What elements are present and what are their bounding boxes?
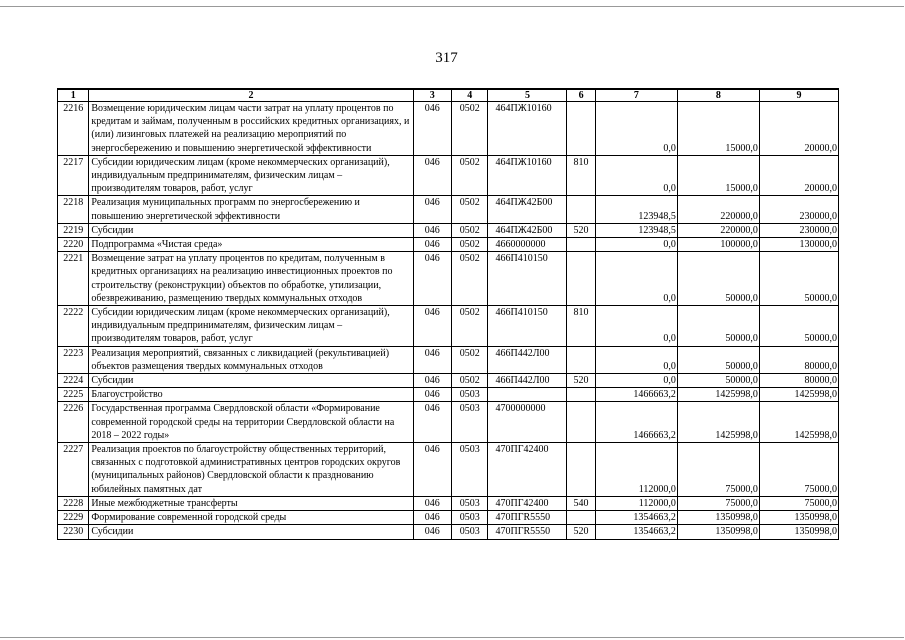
ministry-code-cell: 046: [413, 102, 451, 156]
amount-col7-cell: 1466663,2: [595, 388, 677, 402]
amount-col8-cell: 75000,0: [677, 496, 759, 510]
amount-col9-cell: 130000,0: [759, 238, 838, 252]
expense-type-cell: [567, 238, 595, 252]
section-code-cell: 0502: [452, 155, 488, 196]
expense-type-cell: 520: [567, 223, 595, 237]
table-row: [58, 306, 839, 347]
row-name-cell: Субсидии юридическим лицам (кроме некоммерческих организаций), индивидуальным предпринимателям, физическим лицам – производителям товаров, работ, услуг: [89, 306, 413, 347]
section-code-cell: 0503: [452, 496, 488, 510]
table-row: [58, 402, 839, 443]
row-name-cell: Реализация мероприятий, связанных с ликвидацией (рекультивацией) объектов размещения твердых коммунальных отходов: [89, 346, 413, 373]
expense-type-cell: 520: [567, 525, 595, 539]
amount-col9-cell: 1350998,0: [759, 525, 838, 539]
amount-col9-cell: 75000,0: [759, 496, 838, 510]
header-cell: 3: [413, 89, 451, 102]
target-article-cell: 464ПЖ10160: [488, 102, 567, 156]
expense-type-cell: [567, 196, 595, 223]
row-number-cell: 2229: [58, 511, 89, 525]
section-code-cell: 0502: [452, 346, 488, 373]
target-article-cell: 466П442Л00: [488, 374, 567, 388]
row-number-cell: 2226: [58, 402, 89, 443]
table-row: [58, 196, 839, 223]
table-row: [58, 346, 839, 373]
row-name-cell: Реализация проектов по благоустройству общественных территорий, связанных с подготовкой административных центров городских округов (муниципальных районов) Свердловской области к празднованию юбилейных памятных дат: [89, 443, 413, 497]
amount-col7-cell: 1466663,2: [595, 402, 677, 443]
row-name-cell: Подпрограмма «Чистая среда»: [89, 238, 413, 252]
amount-col7-cell: 0,0: [595, 102, 677, 156]
target-article-cell: 470ПГ42400: [488, 496, 567, 510]
table-body: [58, 102, 839, 540]
row-number-cell: 2219: [58, 223, 89, 237]
row-number-cell: 2228: [58, 496, 89, 510]
amount-col7-cell: 112000,0: [595, 496, 677, 510]
header-cell: 6: [567, 89, 595, 102]
row-number-cell: 2220: [58, 238, 89, 252]
amount-col8-cell: 220000,0: [677, 196, 759, 223]
header-cell: 8: [677, 89, 759, 102]
amount-col7-cell: 1354663,2: [595, 511, 677, 525]
expense-type-cell: [567, 402, 595, 443]
amount-col9-cell: 1350998,0: [759, 511, 838, 525]
header-cell: 4: [452, 89, 488, 102]
row-name-cell: Возмещение юридическим лицам части затрат на уплату процентов по кредитам и займам, полученным в российских кредитных организациях, и (или) лизинговых платежей на реализацию мероприятий по энергосбережению и повышению энергетической эффективности: [89, 102, 413, 156]
ministry-code-cell: 046: [413, 402, 451, 443]
expense-type-cell: [567, 443, 595, 497]
ministry-code-cell: 046: [413, 238, 451, 252]
target-article-cell: 464ПЖ42Б00: [488, 196, 567, 223]
amount-col8-cell: 220000,0: [677, 223, 759, 237]
target-article-cell: 464ПЖ42Б00: [488, 223, 567, 237]
amount-col8-cell: 50000,0: [677, 306, 759, 347]
table-row: [58, 223, 839, 237]
amount-col9-cell: 230000,0: [759, 223, 838, 237]
ministry-code-cell: 046: [413, 388, 451, 402]
target-article-cell: 470ПГ42400: [488, 443, 567, 497]
expense-type-cell: 520: [567, 374, 595, 388]
row-number-cell: 2224: [58, 374, 89, 388]
ministry-code-cell: 046: [413, 346, 451, 373]
table-row: [58, 443, 839, 497]
amount-col8-cell: 1350998,0: [677, 525, 759, 539]
row-name-cell: Реализация муниципальных программ по энергосбережению и повышению энергетической эффективности: [89, 196, 413, 223]
row-number-cell: 2223: [58, 346, 89, 373]
amount-col8-cell: 15000,0: [677, 155, 759, 196]
table-row: [58, 155, 839, 196]
section-code-cell: 0502: [452, 238, 488, 252]
section-code-cell: 0503: [452, 388, 488, 402]
amount-col9-cell: 1425998,0: [759, 388, 838, 402]
row-name-cell: Субсидии: [89, 223, 413, 237]
table-row: [58, 525, 839, 539]
budget-table: [57, 88, 839, 540]
amount-col8-cell: 50000,0: [677, 252, 759, 306]
amount-col7-cell: 0,0: [595, 238, 677, 252]
ministry-code-cell: 046: [413, 306, 451, 347]
expense-type-cell: [567, 252, 595, 306]
expense-type-cell: [567, 511, 595, 525]
amount-col9-cell: 75000,0: [759, 443, 838, 497]
target-article-cell: 470ПГR5550: [488, 525, 567, 539]
ministry-code-cell: 046: [413, 196, 451, 223]
amount-col8-cell: 1425998,0: [677, 402, 759, 443]
target-article-cell: 466П410150: [488, 306, 567, 347]
header-cell: 9: [759, 89, 838, 102]
section-code-cell: 0503: [452, 511, 488, 525]
section-code-cell: 0502: [452, 374, 488, 388]
row-number-cell: 2217: [58, 155, 89, 196]
amount-col9-cell: 50000,0: [759, 306, 838, 347]
expense-type-cell: [567, 346, 595, 373]
table-row: [58, 374, 839, 388]
header-cell: 1: [58, 89, 89, 102]
target-article-cell: 464ПЖ10160: [488, 155, 567, 196]
ministry-code-cell: 046: [413, 374, 451, 388]
section-code-cell: 0502: [452, 223, 488, 237]
ministry-code-cell: 046: [413, 252, 451, 306]
row-name-cell: Субсидии: [89, 525, 413, 539]
ministry-code-cell: 046: [413, 511, 451, 525]
target-article-cell: 466П410150: [488, 252, 567, 306]
amount-col7-cell: 123948,5: [595, 223, 677, 237]
expense-type-cell: 810: [567, 306, 595, 347]
row-number-cell: 2218: [58, 196, 89, 223]
row-name-cell: Возмещение затрат на уплату процентов по кредитам, полученным в кредитных организациях на реализацию инвестиционных проектов по строительству (реконструкции) объектов по обработке, утилизации, обезвреживанию, размещению твердых коммунальных отходов: [89, 252, 413, 306]
ministry-code-cell: 046: [413, 525, 451, 539]
table-row: [58, 511, 839, 525]
ministry-code-cell: 046: [413, 496, 451, 510]
amount-col8-cell: 50000,0: [677, 374, 759, 388]
section-code-cell: 0502: [452, 102, 488, 156]
target-article-cell: [488, 388, 567, 402]
amount-col8-cell: 15000,0: [677, 102, 759, 156]
ministry-code-cell: 046: [413, 155, 451, 196]
page-number: 317: [435, 50, 458, 66]
amount-col8-cell: 100000,0: [677, 238, 759, 252]
section-code-cell: 0503: [452, 443, 488, 497]
table-row: [58, 388, 839, 402]
amount-col7-cell: 0,0: [595, 155, 677, 196]
amount-col9-cell: 20000,0: [759, 102, 838, 156]
row-name-cell: Государственная программа Свердловской области «Формирование современной городской среды на территории Свердловской области на 2018 – 2022 годы»: [89, 402, 413, 443]
amount-col7-cell: 112000,0: [595, 443, 677, 497]
section-code-cell: 0502: [452, 252, 488, 306]
target-article-cell: 470ПГR5550: [488, 511, 567, 525]
row-number-cell: 2221: [58, 252, 89, 306]
amount-col9-cell: 80000,0: [759, 374, 838, 388]
header-row: [58, 89, 839, 102]
amount-col7-cell: 0,0: [595, 252, 677, 306]
table-row: [58, 496, 839, 510]
row-name-cell: Благоустройство: [89, 388, 413, 402]
target-article-cell: 4700000000: [488, 402, 567, 443]
amount-col8-cell: 1350998,0: [677, 511, 759, 525]
amount-col7-cell: 1354663,2: [595, 525, 677, 539]
expense-type-cell: [567, 102, 595, 156]
target-article-cell: 4660000000: [488, 238, 567, 252]
amount-col9-cell: 230000,0: [759, 196, 838, 223]
ministry-code-cell: 046: [413, 443, 451, 497]
amount-col8-cell: 50000,0: [677, 346, 759, 373]
row-name-cell: Формирование современной городской среды: [89, 511, 413, 525]
section-code-cell: 0503: [452, 525, 488, 539]
table-row: [58, 102, 839, 156]
amount-col9-cell: 50000,0: [759, 252, 838, 306]
amount-col7-cell: 0,0: [595, 306, 677, 347]
amount-col9-cell: 1425998,0: [759, 402, 838, 443]
row-name-cell: Субсидии: [89, 374, 413, 388]
table-row: [58, 252, 839, 306]
row-number-cell: 2225: [58, 388, 89, 402]
row-number-cell: 2222: [58, 306, 89, 347]
row-name-cell: Иные межбюджетные трансферты: [89, 496, 413, 510]
section-code-cell: 0502: [452, 196, 488, 223]
row-number-cell: 2216: [58, 102, 89, 156]
row-number-cell: 2230: [58, 525, 89, 539]
target-article-cell: 466П442Л00: [488, 346, 567, 373]
amount-col8-cell: 75000,0: [677, 443, 759, 497]
row-name-cell: Субсидии юридическим лицам (кроме некоммерческих организаций), индивидуальным предпринимателям, физическим лицам – производителям товаров, работ, услуг: [89, 155, 413, 196]
section-code-cell: 0503: [452, 402, 488, 443]
expense-type-cell: 540: [567, 496, 595, 510]
amount-col7-cell: 123948,5: [595, 196, 677, 223]
header-cell: 2: [89, 89, 413, 102]
amount-col9-cell: 20000,0: [759, 155, 838, 196]
amount-col9-cell: 80000,0: [759, 346, 838, 373]
amount-col7-cell: 0,0: [595, 374, 677, 388]
expense-type-cell: [567, 388, 595, 402]
section-code-cell: 0502: [452, 306, 488, 347]
amount-col8-cell: 1425998,0: [677, 388, 759, 402]
row-number-cell: 2227: [58, 443, 89, 497]
expense-type-cell: 810: [567, 155, 595, 196]
table-row: [58, 238, 839, 252]
ministry-code-cell: 046: [413, 223, 451, 237]
header-cell: 7: [595, 89, 677, 102]
amount-col7-cell: 0,0: [595, 346, 677, 373]
header-cell: 5: [488, 89, 567, 102]
